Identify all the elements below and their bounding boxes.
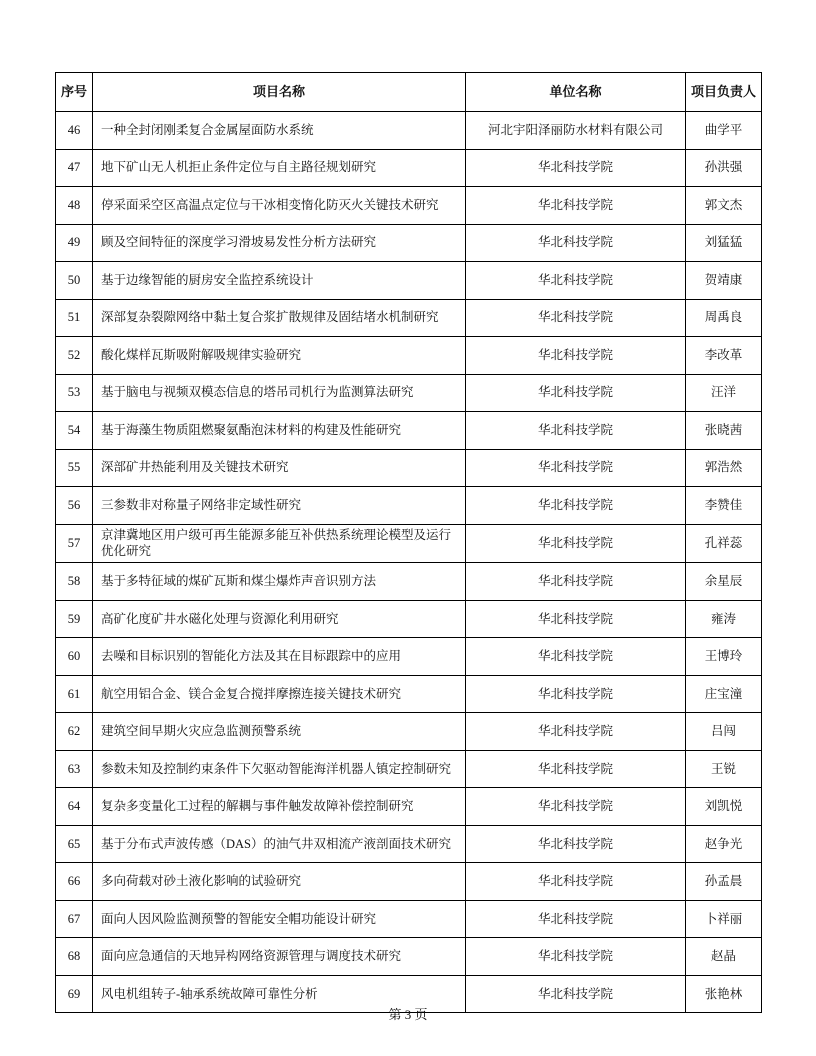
table-row bbox=[56, 187, 762, 225]
projects-table bbox=[55, 72, 762, 1013]
table-row bbox=[56, 750, 762, 788]
cell-unit: 华北科技学院 bbox=[466, 938, 686, 976]
cell-no: 49 bbox=[56, 224, 93, 262]
col-header-unit: 单位名称 bbox=[466, 73, 686, 112]
cell-leader: 张艳林 bbox=[686, 975, 762, 1013]
cell-unit: 华北科技学院 bbox=[466, 788, 686, 826]
cell-leader: 余星辰 bbox=[686, 563, 762, 601]
cell-leader: 郭浩然 bbox=[686, 449, 762, 487]
cell-no: 56 bbox=[56, 487, 93, 525]
cell-unit: 华北科技学院 bbox=[466, 337, 686, 375]
cell-project: 面向应急通信的天地异构网络资源管理与调度技术研究 bbox=[93, 938, 466, 976]
table-row bbox=[56, 449, 762, 487]
cell-unit: 华北科技学院 bbox=[466, 374, 686, 412]
table-header bbox=[56, 73, 762, 112]
table-row bbox=[56, 487, 762, 525]
cell-no: 62 bbox=[56, 713, 93, 751]
cell-unit: 华北科技学院 bbox=[466, 713, 686, 751]
cell-project: 建筑空间早期火灾应急监测预警系统 bbox=[93, 713, 466, 751]
cell-no: 63 bbox=[56, 750, 93, 788]
cell-project: 多向荷载对砂土液化影响的试验研究 bbox=[93, 863, 466, 901]
cell-leader: 郭文杰 bbox=[686, 187, 762, 225]
col-header-project: 项目名称 bbox=[93, 73, 466, 112]
cell-project: 基于边缘智能的厨房安全监控系统设计 bbox=[93, 262, 466, 300]
cell-no: 58 bbox=[56, 563, 93, 601]
cell-no: 50 bbox=[56, 262, 93, 300]
cell-no: 64 bbox=[56, 788, 93, 826]
cell-leader: 曲学平 bbox=[686, 112, 762, 150]
cell-leader: 孔祥蕊 bbox=[686, 524, 762, 563]
cell-leader: 张晓茜 bbox=[686, 412, 762, 450]
cell-unit: 华北科技学院 bbox=[466, 487, 686, 525]
cell-no: 61 bbox=[56, 675, 93, 713]
cell-leader: 刘凯悦 bbox=[686, 788, 762, 826]
cell-no: 55 bbox=[56, 449, 93, 487]
col-header-leader: 项目负责人 bbox=[686, 73, 762, 112]
cell-leader: 王博玲 bbox=[686, 638, 762, 676]
cell-unit: 华北科技学院 bbox=[466, 563, 686, 601]
table-row bbox=[56, 299, 762, 337]
cell-leader: 李赞佳 bbox=[686, 487, 762, 525]
table-row bbox=[56, 412, 762, 450]
cell-unit: 华北科技学院 bbox=[466, 825, 686, 863]
cell-project: 基于多特征域的煤矿瓦斯和煤尘爆炸声音识别方法 bbox=[93, 563, 466, 601]
cell-unit: 华北科技学院 bbox=[466, 638, 686, 676]
cell-unit: 华北科技学院 bbox=[466, 524, 686, 563]
cell-project: 深部矿井热能利用及关键技术研究 bbox=[93, 449, 466, 487]
cell-unit: 华北科技学院 bbox=[466, 262, 686, 300]
table-row bbox=[56, 788, 762, 826]
cell-unit: 华北科技学院 bbox=[466, 224, 686, 262]
cell-no: 57 bbox=[56, 524, 93, 563]
cell-project: 参数未知及控制约束条件下欠驱动智能海洋机器人镇定控制研究 bbox=[93, 750, 466, 788]
cell-unit: 华北科技学院 bbox=[466, 600, 686, 638]
cell-project: 停采面采空区高温点定位与干冰相变惰化防灭火关键技术研究 bbox=[93, 187, 466, 225]
cell-leader: 王锐 bbox=[686, 750, 762, 788]
table-row bbox=[56, 262, 762, 300]
cell-unit: 华北科技学院 bbox=[466, 750, 686, 788]
table-row bbox=[56, 149, 762, 187]
cell-unit: 华北科技学院 bbox=[466, 412, 686, 450]
table-row bbox=[56, 337, 762, 375]
cell-project: 深部复杂裂隙网络中黏土复合浆扩散规律及固结堵水机制研究 bbox=[93, 299, 466, 337]
col-header-no: 序号 bbox=[56, 73, 93, 112]
table-row bbox=[56, 563, 762, 601]
cell-project: 酸化煤样瓦斯吸附解吸规律实验研究 bbox=[93, 337, 466, 375]
table-row bbox=[56, 675, 762, 713]
cell-leader: 贺靖康 bbox=[686, 262, 762, 300]
cell-project: 风电机组转子-轴承系统故障可靠性分析 bbox=[93, 975, 466, 1013]
cell-unit: 华北科技学院 bbox=[466, 149, 686, 187]
cell-no: 47 bbox=[56, 149, 93, 187]
cell-no: 67 bbox=[56, 900, 93, 938]
cell-unit: 华北科技学院 bbox=[466, 299, 686, 337]
cell-unit: 华北科技学院 bbox=[466, 900, 686, 938]
table-row bbox=[56, 600, 762, 638]
cell-unit: 华北科技学院 bbox=[466, 675, 686, 713]
cell-project: 地下矿山无人机拒止条件定位与自主路径规划研究 bbox=[93, 149, 466, 187]
table-row bbox=[56, 863, 762, 901]
cell-leader: 庄宝潼 bbox=[686, 675, 762, 713]
page-number: 第 3 页 bbox=[388, 1007, 428, 1022]
table-body bbox=[56, 112, 762, 1013]
cell-no: 48 bbox=[56, 187, 93, 225]
cell-no: 46 bbox=[56, 112, 93, 150]
table-row bbox=[56, 900, 762, 938]
cell-project: 去噪和目标识别的智能化方法及其在目标跟踪中的应用 bbox=[93, 638, 466, 676]
cell-no: 66 bbox=[56, 863, 93, 901]
cell-leader: 周禹良 bbox=[686, 299, 762, 337]
cell-leader: 孙洪强 bbox=[686, 149, 762, 187]
table-row bbox=[56, 224, 762, 262]
cell-unit: 河北宇阳泽丽防水材料有限公司 bbox=[466, 112, 686, 150]
cell-leader: 赵争光 bbox=[686, 825, 762, 863]
cell-project: 京津冀地区用户级可再生能源多能互补供热系统理论模型及运行优化研究 bbox=[93, 524, 466, 563]
cell-no: 52 bbox=[56, 337, 93, 375]
table-row bbox=[56, 524, 762, 563]
cell-leader: 赵晶 bbox=[686, 938, 762, 976]
cell-unit: 华北科技学院 bbox=[466, 187, 686, 225]
cell-leader: 吕闯 bbox=[686, 713, 762, 751]
cell-project: 基于分布式声波传感（DAS）的油气井双相流产液剖面技术研究 bbox=[93, 825, 466, 863]
cell-no: 69 bbox=[56, 975, 93, 1013]
cell-unit: 华北科技学院 bbox=[466, 975, 686, 1013]
table-row bbox=[56, 825, 762, 863]
cell-leader: 刘猛猛 bbox=[686, 224, 762, 262]
cell-no: 60 bbox=[56, 638, 93, 676]
cell-project: 基于脑电与视频双模态信息的塔吊司机行为监测算法研究 bbox=[93, 374, 466, 412]
cell-project: 高矿化度矿井水磁化处理与资源化利用研究 bbox=[93, 600, 466, 638]
cell-no: 54 bbox=[56, 412, 93, 450]
cell-no: 51 bbox=[56, 299, 93, 337]
cell-no: 65 bbox=[56, 825, 93, 863]
cell-leader: 李改革 bbox=[686, 337, 762, 375]
cell-project: 复杂多变量化工过程的解耦与事件触发故障补偿控制研究 bbox=[93, 788, 466, 826]
table-row bbox=[56, 374, 762, 412]
cell-unit: 华北科技学院 bbox=[466, 863, 686, 901]
cell-project: 基于海藻生物质阻燃聚氨酯泡沫材料的构建及性能研究 bbox=[93, 412, 466, 450]
cell-project: 顾及空间特征的深度学习滑坡易发性分析方法研究 bbox=[93, 224, 466, 262]
cell-leader: 卜祥丽 bbox=[686, 900, 762, 938]
cell-project: 一种全封闭刚柔复合金属屋面防水系统 bbox=[93, 112, 466, 150]
cell-no: 59 bbox=[56, 600, 93, 638]
cell-leader: 雍涛 bbox=[686, 600, 762, 638]
cell-project: 三参数非对称量子网络非定域性研究 bbox=[93, 487, 466, 525]
cell-unit: 华北科技学院 bbox=[466, 449, 686, 487]
cell-leader: 孙孟晨 bbox=[686, 863, 762, 901]
table-row bbox=[56, 112, 762, 150]
table-row bbox=[56, 713, 762, 751]
header-row bbox=[56, 73, 762, 112]
cell-project: 面向人因风险监测预警的智能安全帽功能设计研究 bbox=[93, 900, 466, 938]
table-row bbox=[56, 938, 762, 976]
cell-project: 航空用铝合金、镁合金复合搅拌摩擦连接关键技术研究 bbox=[93, 675, 466, 713]
cell-no: 53 bbox=[56, 374, 93, 412]
table-row bbox=[56, 638, 762, 676]
cell-leader: 汪洋 bbox=[686, 374, 762, 412]
cell-no: 68 bbox=[56, 938, 93, 976]
